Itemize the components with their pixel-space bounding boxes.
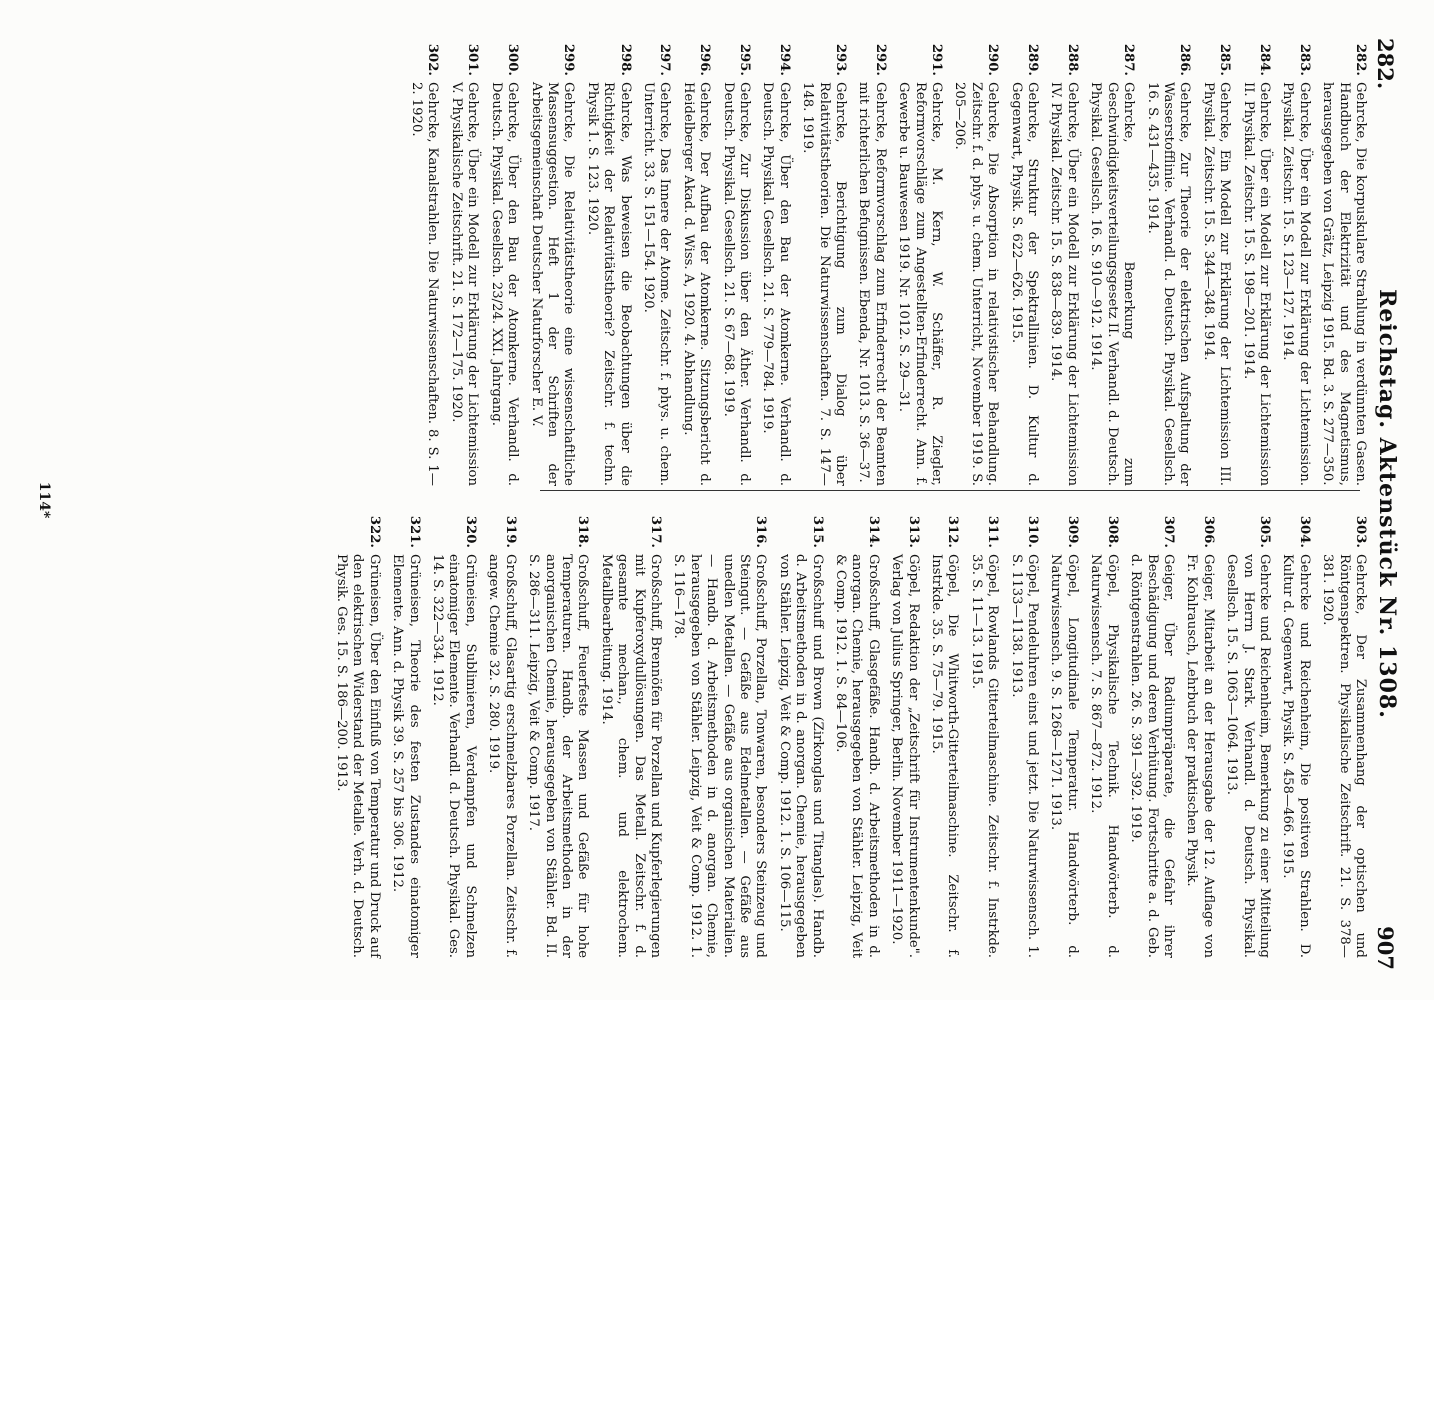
- entry-text: Gehrcke, Das Innere der Atome. Zeitschr. f. phys. u. chem. Unterricht. 33. S. 151—154. 1920.: [640, 82, 673, 486]
- entry-text: Gehrcke, Kanalstrahlen. Die Naturwissenschaften. 8. S. 1—2. 1920.: [409, 82, 441, 486]
- entry-number: 314.: [865, 515, 881, 548]
- entry-text: Göpel, Rowlands Gitterteilmaschine. Zeitschr. f. Instrkde. 35. S. 11—13. 1915.: [968, 554, 1001, 958]
- entry-text: Göpel, Longitudinale Temperatur. Handwörterb. d. Naturwissensch. 9. S. 1268—1271. 1913.: [1048, 554, 1080, 958]
- entry-text: Göpel, Physikalische Technik. Handwörterb. d. Naturwissensch. 7. S. 867—872. 1912.: [1088, 554, 1120, 958]
- bibliography-entry: [1223, 512, 1272, 958]
- bibliography-entry: [1007, 512, 1040, 958]
- entry-number: 288.: [1064, 43, 1080, 76]
- entry-number: 300.: [505, 43, 521, 76]
- entry-number: 317.: [647, 515, 663, 548]
- entry-text: Gehrcke, Der Zusammenhang der optischen und Röntgenspektren. Physikalische Zeitschrift. 21. S. 378—381. 1920.: [1320, 554, 1368, 958]
- bibliography-entry: [1319, 512, 1368, 958]
- entry-number: 282.: [1353, 43, 1368, 76]
- bibliography-entry: [583, 40, 632, 486]
- bibliography-entry: [895, 40, 944, 486]
- entry-number: 299.: [561, 43, 577, 76]
- entry-text: Gehrcke, Ein Modell zur Erklärung der Lichtemission III. Physikal. Zeitschr. 15. S. 344—348. 1914.: [1200, 82, 1233, 486]
- header-page-number: 907: [1373, 926, 1398, 970]
- entry-text: Geiger, Über Radiumpräparate, die Gefahr ihrer Beschädigung und deren Verhütung. Fortschritte a. d. Geb. d. Röntgenstrahlen. 26. S. 391—392. 1919.: [1128, 554, 1176, 958]
- entry-text: Gehrcke, Die Absorption in relativistischer Behandlung. Zeitschr. f. d. phys. u. chem. Unterricht, November 1919. S. 205—206.: [952, 82, 1001, 486]
- entry-text: Gehrcke, M. Kern, W. Schäffer, R. Ziegler, Reformvorschläge zum Angestellten-Erfinderrecht. Ann. f. Gewerbe u. Bauwesen 1919. Nr. 1012. S. 29—31.: [896, 82, 945, 486]
- header-title: Reichstag. Aktenstück Nr. 1308.: [1374, 289, 1400, 719]
- bibliography-entry: [597, 512, 663, 958]
- entry-number: 311.: [985, 515, 1001, 548]
- entry-text: Gehrcke, Reformvorschlag zum Erfinderrecht der Beamten mit richterlichen Befugnissen. Ebenda, Nr. 1013. S. 36—37.: [856, 82, 888, 486]
- bibliography-entry: [1279, 512, 1312, 958]
- entry-number: 312.: [945, 515, 961, 548]
- bibliography-entry: [759, 40, 792, 486]
- entry-text: Gehrcke und Reichenheim, Die positiven Strahlen. D. Kultur d. Gegenwart, Physik. S. 458—466. 1915.: [1280, 554, 1312, 958]
- entry-number: 287.: [1121, 43, 1137, 76]
- entry-text: Grüneisen, Theorie des festen Zustandes einatomiger Elemente. Ann. d. Physik 39. S. 257 bis 306. 1912.: [390, 554, 422, 958]
- entry-text: Gehrcke und Reichenheim, Bemerkung zu einer Mitteilung von Herrn J. Stark. Verhandl. d. Deutsch. Physikal. Gesellsch. 15. S. 1063—1064. 1913.: [1224, 554, 1272, 958]
- bibliography-entry: [1199, 40, 1232, 486]
- entry-text: Gehrcke, Struktur der Spektrallinien. D. Kultur d. Gegenwart, Physik. S. 622—626. 1915.: [1008, 82, 1041, 486]
- entry-text: Geiger, Mitarbeit an der Herausgabe der 12. Auflage von Fr. Kohlrausch, Lehrbuch der praktischen Physik.: [1184, 554, 1216, 958]
- entry-number: 308.: [1104, 515, 1120, 548]
- entry-number: 301.: [465, 43, 481, 76]
- entry-number: 294.: [776, 43, 792, 76]
- entry-text: Gehrcke, Der Aufbau der Atomkerne. Sitzungsbericht d. Heidelberger Akad. d. Wiss. A, 1920. 4. Abhandlung.: [680, 82, 713, 486]
- entry-number: 298.: [617, 43, 633, 76]
- entry-text: Göpel, Die Whitworth-Gitterteilmaschine. Zeitschr. f. Instrkde. 35. S. 75—79. 1915.: [929, 554, 961, 958]
- bibliography-entry: [333, 512, 382, 958]
- bibliography-entry: [1143, 40, 1192, 486]
- entry-number: 289.: [1025, 43, 1041, 76]
- entry-number: 309.: [1064, 515, 1080, 548]
- entry-number: 297.: [657, 43, 673, 76]
- left-column: [401, 40, 1368, 486]
- bibliography-entry: [1239, 40, 1272, 486]
- entry-number: 283.: [1296, 43, 1312, 76]
- bibliography-entry: [1047, 40, 1080, 486]
- entry-number: 285.: [1217, 43, 1233, 76]
- bibliography-entry: [888, 512, 921, 958]
- entry-number: 320.: [462, 515, 478, 548]
- bibliography-entry: [679, 40, 712, 486]
- entry-number: 290.: [985, 43, 1001, 76]
- bibliography-entry: [389, 512, 422, 958]
- bibliography-entry: [1319, 40, 1368, 486]
- bibliography-entry: [1279, 40, 1312, 486]
- entry-text: Gehrcke, Die Relativitätstheorie eine wissenschaftliche Massensuggestion. Heft 1 der Schriften der Arbeitsgemeinschaft Deutscher Naturforscher E. V.: [528, 82, 577, 486]
- entry-number: 313.: [905, 515, 921, 548]
- bibliography-entry: [1087, 40, 1136, 486]
- entry-text: Gehrcke, Über ein Modell zur Erklärung der Lichtemission IV. Physikal. Zeitschr. 15. S. 838—839. 1914.: [1048, 82, 1080, 486]
- bibliography-entry: [1183, 512, 1216, 958]
- entry-number: 295.: [737, 43, 752, 76]
- entry-text: Großschuff, Brennöfen für Porzellan und Kupferlegierungen mit Kupferoxydullösungen. Das Metall. Zeitschr. f. d. gesamte mechan., chem. und elektrochem. Metallbearbeitung. 1914.: [598, 554, 663, 958]
- entry-text: Großschuff und Brown (Zirkonglas und Titanglas). Handb. d. Arbeitsmethoden in d. anorgan. Chemie, herausgegeben von Stähler. Leipzig, Veit & Comp. 1912. 1. S. 106—115.: [776, 554, 825, 958]
- entry-number: 315.: [809, 515, 825, 548]
- entry-number: 319.: [502, 515, 518, 548]
- bibliography-entry: [429, 512, 478, 958]
- entry-number: 284.: [1256, 43, 1272, 76]
- page-header: [1370, 38, 1404, 970]
- bibliography-entry: [1087, 512, 1120, 958]
- bibliography-entry: [408, 40, 441, 486]
- bibliography-entry: [485, 512, 518, 958]
- entry-number: 296.: [697, 43, 713, 76]
- entry-text: Gehrcke, Was beweisen die Beobachtungen über die Richtigkeit der Relativitätstheorie? Zeitschr. f. techn. Physik 1. S. 123. 1920.: [584, 82, 633, 486]
- entry-number: 292.: [872, 43, 888, 76]
- entry-text: Großschuff, Feuerfeste Massen und Gefäße für hohe Temperaturen. Handb. der Arbeitsmethoden in der anorganischen Chemie, herausgegeben von Stähler. Bd. II. S. 286—311. Leipzig, Veit & Comp. 1917.: [526, 554, 591, 958]
- entry-number: 318.: [575, 515, 591, 548]
- entry-text: Gehrcke, Zur Diskussion über den Äther. Verhandl. d. Deutsch. Physikal. Gesellsch. 21. S. 67—68. 1919.: [720, 82, 752, 486]
- entry-text: Göpel, Redaktion der „Zeitschrift für Instrumentenkunde". Verlag von Julius Springer, Berlin. November 1911—1920.: [889, 554, 921, 958]
- entry-text: Gehrcke, Über den Bau der Atomkerne. Verhandl. d. Deutsch. Physikal. Gesellsch. 21. S. 779—784. 1919.: [760, 82, 792, 486]
- entry-text: Grüneisen, Über den Einfluß von Temperatur und Druck auf den elektrischen Widerstand der Metalle. Verh. d. Deutsch. Physik. Ges. 15. S. 186—200. 1913.: [334, 554, 382, 958]
- entry-text: Gehrcke, Bemerkung zum Geschwindigkeitsverteilungsgesetz II. Verhandl. d. Deutsch. Physikal. Gesellsch. 16. S. 910—912. 1914.: [1088, 82, 1137, 486]
- entry-text: Gehrcke, Über ein Modell zur Erklärung der Lichtemission II. Physikal. Zeitschr. 15. S. 198—201. 1914.: [1240, 82, 1272, 486]
- bibliography-entry: [670, 512, 768, 958]
- footer-page-mark: 114*: [36, 481, 52, 519]
- bibliography-entry: [775, 512, 824, 958]
- column-divider: [540, 490, 1360, 491]
- entry-text: Gehrcke, Berichtigung zum Dialog über Relativitätstheorien. Die Naturwissenschaften. 7. S. 147—148. 1919.: [800, 82, 849, 486]
- entry-number: 293.: [833, 43, 849, 76]
- entry-text: Grüneisen, Sublimieren, Verdampfen und Schmelzen einatomiger Elemente. Verhandl. d. Deutsch. Physikal. Ges. 14. S. 322—334. 1912.: [430, 554, 478, 958]
- entry-number: 316.: [753, 515, 769, 548]
- bibliography-entry: [967, 512, 1000, 958]
- entry-text: Gehrcke, Zur Theorie der elektrischen Aufspaltung der Wasserstofflinie. Verhandl. d. Deutsch. Physikal. Gesellsch. 16. S. 431—435. 1914.: [1144, 82, 1193, 486]
- bibliography-entry: [525, 512, 591, 958]
- entry-number: 305.: [1256, 515, 1272, 548]
- entry-number: 303.: [1353, 515, 1368, 548]
- bibliography-entry: [487, 40, 520, 486]
- entry-number: 291.: [929, 43, 945, 76]
- bibliography-entry: [719, 40, 752, 486]
- bibliography-entry: [1047, 512, 1080, 958]
- entry-number: 286.: [1177, 43, 1193, 76]
- entry-number: 310.: [1025, 515, 1041, 548]
- bibliography-entry: [832, 512, 881, 958]
- bibliography-entry: [1127, 512, 1176, 958]
- bibliography-entry: [527, 40, 576, 486]
- bibliography-entry: [799, 40, 848, 486]
- bibliography-entry: [855, 40, 888, 486]
- bibliography-entry: [448, 40, 481, 486]
- bibliography-entry: [951, 40, 1000, 486]
- right-column: [326, 512, 1368, 958]
- entry-number: 304.: [1296, 515, 1312, 548]
- bibliography-entry: [640, 40, 673, 486]
- entry-text: Gehrcke, Die korpuskulare Strahlung in verdünnten Gasen. Handbuch der Elektrizität und des Magnetismus, herausgegeben von Grätz, Leipzig 1915. Bd. 3. S. 277—350.: [1320, 82, 1368, 486]
- entry-number: 322.: [366, 515, 382, 548]
- entry-number: 307.: [1160, 515, 1176, 548]
- entry-text: Großschuff, Glasartig erschmelzbares Porzellan. Zeitschr. f. angew. Chemie 32. S. 280. 1919.: [486, 554, 518, 958]
- entry-text: Gehrcke, Über den Bau der Atomkerne. Verhandl. d. Deutsch. Physikal. Gesellsch. 23/24. XXI. Jahrgang.: [488, 82, 521, 486]
- entry-text: Göpel, Pendeluhren einst und jetzt. Die Naturwissensch. 1. S. 1133—1138. 1913.: [1008, 554, 1041, 958]
- entry-number: 321.: [406, 515, 422, 548]
- entry-text: Großschuff, Porzellan, Tonwaren, besonders Steinzeug und Steingut. — Gefäße aus Edelmetallen. — Gefäße aus unedlen Metallen. — Gefäße aus organischen Materialien. — Handb. d. Arbeitsmethoden in d. anorgan. Chemie, herausgegeben von Stähler. Leipzig, Veit & Comp. 1912. 1. S. 116—178.: [671, 554, 769, 958]
- header-entry-number: 282.: [1373, 38, 1398, 90]
- bibliography-entry: [1007, 40, 1040, 486]
- bibliography-entry: [928, 512, 961, 958]
- entry-number: 306.: [1200, 515, 1216, 548]
- entry-text: Großschuff, Glasgefäße. Handb. d. Arbeitsmethoden in d. anorgan. Chemie, herausgegeben von Stähler. Leipzig, Veit & Comp. 1912. 1. S. 84—106.: [833, 554, 881, 958]
- entry-number: 302.: [425, 43, 441, 76]
- entry-text: Gehrcke, Über ein Modell zur Erklärung der Lichtemission V. Physikalische Zeitschrift. 21. S. 172—175. 1920.: [448, 82, 481, 486]
- entry-text: Gehrcke, Über ein Modell zur Erklärung der Lichtemission. Physikal. Zeitschr. 15. S. 123—127. 1914.: [1280, 82, 1312, 486]
